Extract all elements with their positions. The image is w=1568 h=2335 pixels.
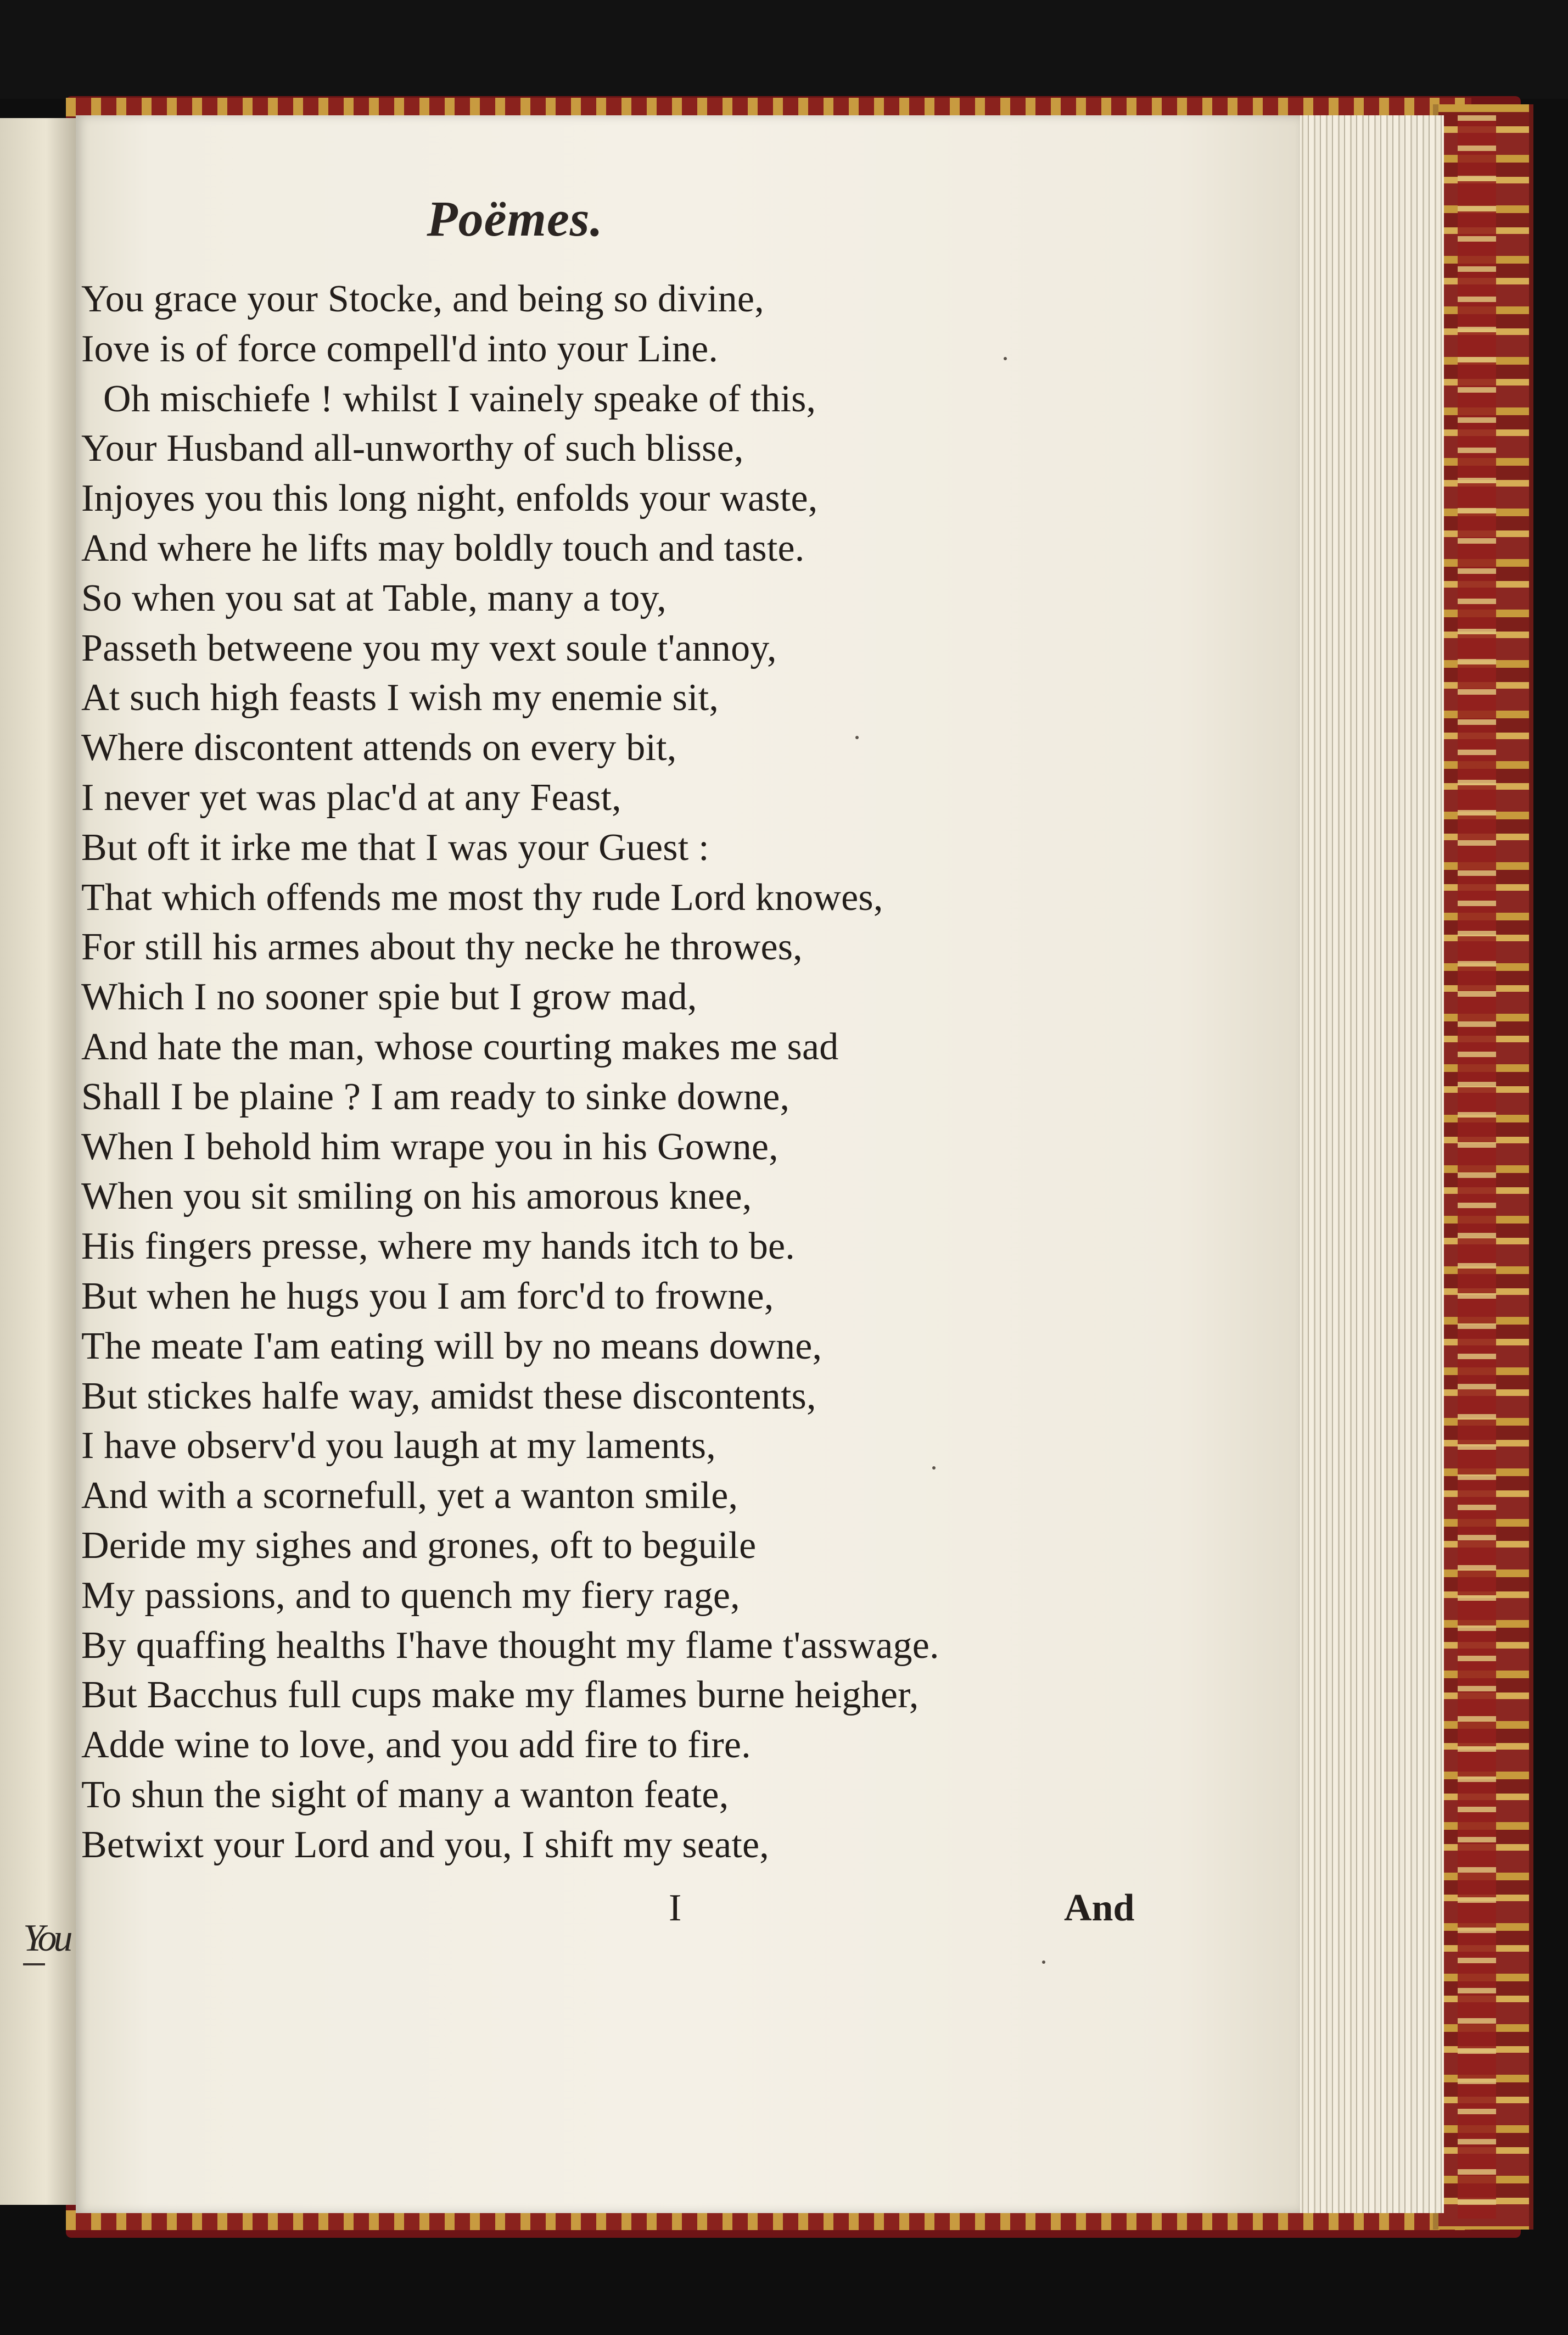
poem-line: The meate I'am eating will by no means downe,: [81, 1325, 822, 1367]
poem-line: Which I no sooner spie but I grow mad,: [81, 976, 697, 1019]
poem-line: For still his armes about thy necke he throwes,: [81, 926, 803, 969]
poem-text: [81, 275, 1179, 1870]
previous-page-edge: [0, 118, 79, 2205]
page-block-edges: [1285, 115, 1444, 2213]
poem-line: But when he hugs you I am forc'd to frowne,: [81, 1275, 774, 1317]
gilt-edge-bottom: [66, 2210, 1471, 2230]
poem-line: I have observ'd you laugh at my laments,: [81, 1425, 716, 1467]
poem-line: And with a scornefull, yet a wanton smile,: [81, 1474, 738, 1517]
poem-line: My passions, and to quench my fiery rage,: [81, 1574, 740, 1617]
ink-speck: [855, 736, 859, 739]
poem-line: Deride my sighes and grones, oft to beguile: [81, 1524, 757, 1567]
poem-line: But stickes halfe way, amidst these discontents,: [81, 1375, 816, 1417]
poem-line: By quaffing healths I'have thought my flame t'asswage.: [81, 1624, 939, 1667]
previous-page-rule: [23, 1963, 45, 1965]
poem-line: Oh mischiefe ! whilst I vainely speake of this,: [103, 377, 816, 420]
poem-line: I never yet was plac'd at any Feast,: [81, 776, 621, 819]
poem-line: To shun the sight of many a wanton feate,: [81, 1773, 729, 1816]
poem-line: Injoyes you this long night, enfolds your waste,: [81, 477, 818, 520]
poem-line: At such high feasts I wish my enemie sit,: [81, 677, 719, 719]
book-page: [76, 115, 1300, 2213]
background-shadow: [0, 0, 1568, 99]
poem-line: Your Husband all-unworthy of such blisse,: [81, 427, 744, 470]
poem-line: Where discontent attends on every bit,: [81, 727, 677, 769]
poem-line: Passeth betweene you my vext soule t'annoy,: [81, 627, 777, 669]
ink-speck: [1004, 357, 1007, 360]
poem-line: And where he lifts may boldly touch and taste.: [81, 527, 805, 569]
poem-line: And hate the man, whose courting makes me sad: [81, 1025, 839, 1068]
ink-speck: [932, 1466, 936, 1470]
running-head: Poëmes.: [427, 191, 603, 247]
gilt-edge-top: [66, 98, 1471, 116]
poem-line: Adde wine to love, and you add fire to fire.: [81, 1724, 751, 1767]
poem-line: When I behold him wrape you in his Gowne,: [81, 1125, 779, 1168]
ink-speck: [1042, 1960, 1045, 1964]
gilt-ornament-strip: [1458, 115, 1496, 2219]
signature-mark: I: [669, 1887, 682, 1929]
poem-line: So when you sat at Table, many a toy,: [81, 577, 667, 619]
poem-line: Betwixt your Lord and you, I shift my seate,: [81, 1823, 770, 1866]
catchword: And: [1064, 1887, 1135, 1929]
poem-line: His fingers presse, where my hands itch to be.: [81, 1225, 795, 1268]
poem-line: You grace your Stocke, and being so divine,: [81, 278, 764, 320]
poem-line: When you sit smiling on his amorous knee,: [81, 1175, 752, 1218]
poem-line: That which offends me most thy rude Lord knowes,: [81, 876, 883, 919]
poem-line: But Bacchus full cups make my flames burne heigher,: [81, 1674, 919, 1717]
poem-line: But oft it irke me that I was your Guest :: [81, 826, 709, 869]
poem-line: Shall I be plaine ? I am ready to sinke downe,: [81, 1075, 790, 1118]
poem-line: Iove is of force compell'd into your Line.: [81, 327, 719, 370]
previous-page-catchword: You: [23, 1917, 70, 1959]
